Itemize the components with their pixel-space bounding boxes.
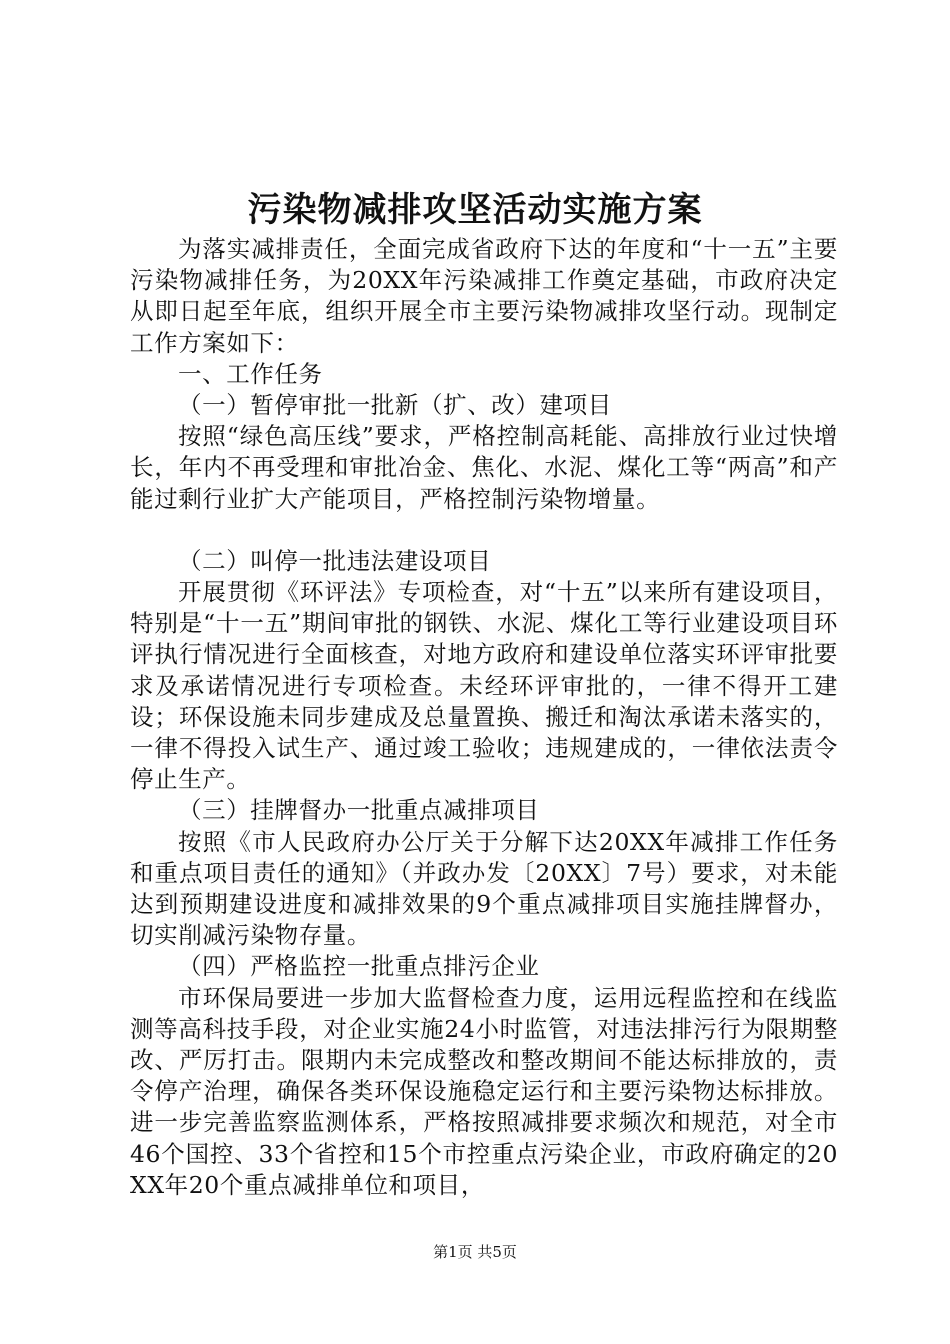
page-footer: 第1页 共5页 [433, 1243, 517, 1261]
paragraph-3: 按照《市人民政府办公厅关于分解下达20XX年减排工作任务和重点项目责任的通知》（并政办发〔20XX〕7号）要求，对未能达到预期建设进度和减排效果的9个重点减排项目实施挂牌督办，切实削减污染物存量。 [130, 827, 838, 950]
paragraph-1: 按照“绿色高压线”要求，严格控制高耗能、高排放行业过快增长，年内不再受理和审批冶金、焦化、水泥、煤化工等“两高”和产能过剩行业扩大产能项目，严格控制污染物增量。 [130, 422, 838, 513]
document-title: 污染物减排攻坚活动实施方案 [247, 190, 703, 230]
subsection-heading-3: （三）挂牌督办一批重点减排项目 [178, 796, 540, 825]
subsection-heading-1: （一）暂停审批一批新（扩、改）建项目 [178, 391, 612, 420]
section-heading-work-tasks: 一、工作任务 [178, 359, 323, 388]
paragraph-4: 市环保局要进一步加大监督检查力度，运用远程监控和在线监测等高科技手段，对企业实施24小时监管，对违法排污行为限期整改、严厉打击。限期内未完成整改和整改期间不能达标排放的，责令停产治理，确保各类环保设施稳定运行和主要污染物达标排放。进一步完善监察监测体系，严格按照减排要求频次和规范，对全市46个国控、33个省控和15个市控重点污染企业，市政府确定的20XX年20个重点减排单位和项目， [130, 983, 838, 1199]
intro-paragraph: 为落实减排责任，全面完成省政府下达的年度和“十一五”主要污染物减排任务，为20XX年污染减排工作奠定基础，市政府决定从即日起至年底，组织开展全市主要污染物减排攻坚行动。现制定工作方案如下： [130, 235, 838, 357]
document-body [130, 234, 838, 1201]
subsection-heading-4: （四）严格监控一批重点排污企业 [178, 952, 540, 981]
paragraph-2: 开展贯彻《环评法》专项检查，对“十五”以来所有建设项目，特别是“十一五”期间审批的钢铁、水泥、煤化工等行业建设项目环评执行情况进行全面核查，对地方政府和建设单位落实环评审批要求及承诺情况进行专项检查。未经环评审批的，一律不得开工建设；环保设施未同步建成及总量置换、搬迁和淘汰承诺未落实的，一律不得投入试生产、通过竣工验收；违规建成的，一律依法责令停止生产。 [130, 578, 838, 794]
subsection-heading-2: （二）叫停一批违法建设项目 [178, 546, 492, 575]
